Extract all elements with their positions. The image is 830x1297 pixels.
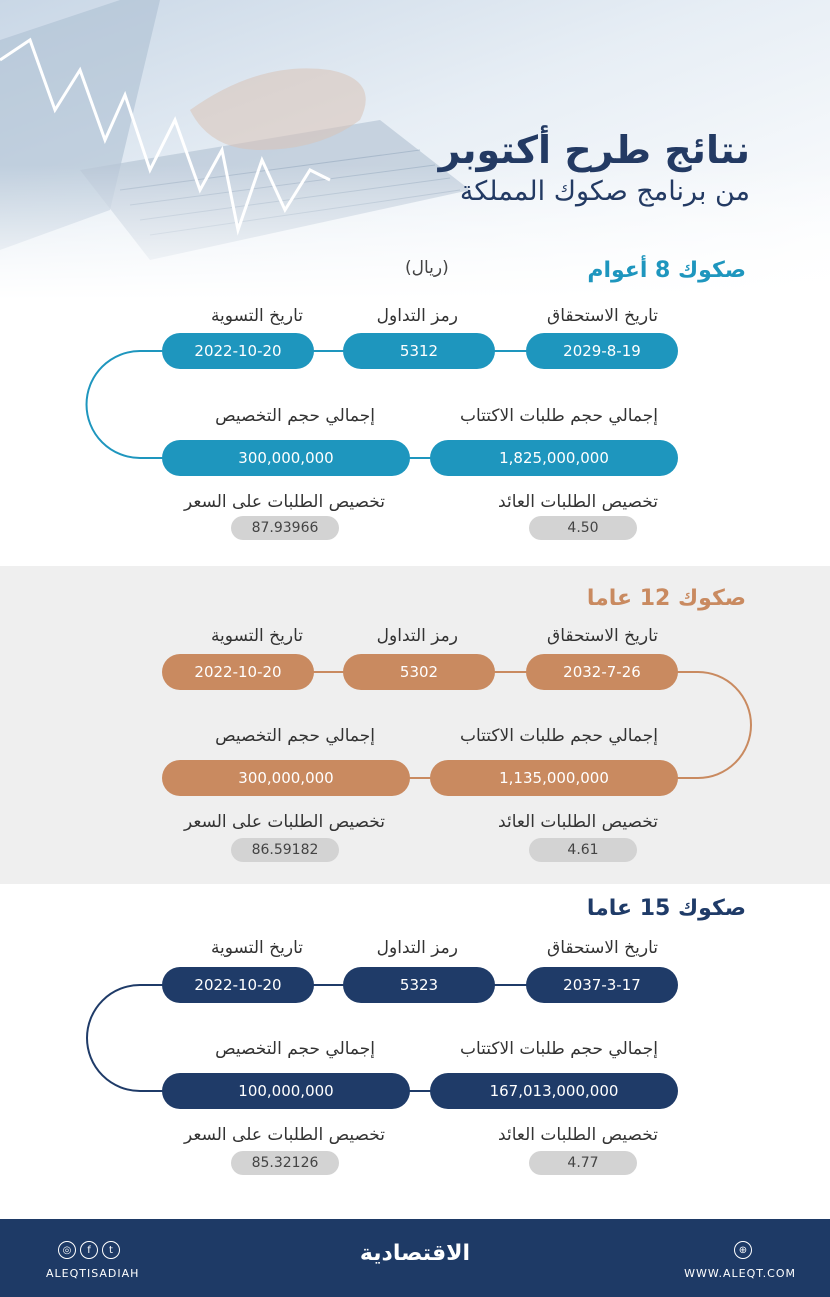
page-title: نتائج طرح أكتوبر xyxy=(438,128,750,172)
currency-unit: (ريال) xyxy=(405,258,449,278)
price-allocation-label: تخصيص الطلبات على السعر xyxy=(184,1125,385,1145)
social-handle[interactable]: ALEQTISADIAH xyxy=(46,1267,140,1280)
maturity-label: تاريخ الاستحقاق xyxy=(547,306,658,326)
yield-pill: 4.61 xyxy=(529,838,637,862)
price-pill: 87.93966 xyxy=(231,516,339,540)
settlement-pill: 2022-10-20 xyxy=(162,333,314,369)
settlement-label: تاريخ التسوية xyxy=(210,626,303,646)
total-allocation-label: إجمالي حجم التخصيص xyxy=(215,726,375,746)
maturity-pill: 2032-7-26 xyxy=(526,654,678,690)
globe-icon: ⊕ xyxy=(734,1241,752,1259)
footer xyxy=(0,1219,830,1297)
section-title: صكوك 8 أعوام xyxy=(587,258,746,283)
section-12-years xyxy=(0,566,830,884)
ticker-label: رمز التداول xyxy=(376,938,458,958)
total-bids-pill: 1,135,000,000 xyxy=(430,760,678,796)
settlement-pill: 2022-10-20 xyxy=(162,654,314,690)
price-allocation-label: تخصيص الطلبات على السعر xyxy=(184,492,385,512)
price-pill: 86.59182 xyxy=(231,838,339,862)
twitter-icon[interactable]: t xyxy=(102,1241,120,1259)
connector-line xyxy=(0,884,830,1204)
brand-logo: الاقتصادية xyxy=(359,1241,471,1266)
connector-line xyxy=(0,566,830,884)
total-bids-label: إجمالي حجم طلبات الاكتتاب xyxy=(459,726,658,746)
section-title: صكوك 12 عاما xyxy=(586,586,746,611)
yield-pill: 4.77 xyxy=(529,1151,637,1175)
total-allocation-label: إجمالي حجم التخصيص xyxy=(215,406,375,426)
total-bids-label: إجمالي حجم طلبات الاكتتاب xyxy=(459,1039,658,1059)
settlement-label: تاريخ التسوية xyxy=(210,306,303,326)
section-8-years xyxy=(0,250,830,566)
maturity-pill: 2037-3-17 xyxy=(526,967,678,1003)
section-15-years xyxy=(0,884,830,1204)
yield-allocation-label: تخصيص الطلبات العائد xyxy=(498,1125,658,1145)
page-subtitle: من برنامج صكوك المملكة xyxy=(459,176,750,207)
total-allocation-pill: 100,000,000 xyxy=(162,1073,410,1109)
ticker-pill: 5312 xyxy=(343,333,495,369)
connector-line xyxy=(0,250,830,566)
ticker-label: رمز التداول xyxy=(376,306,458,326)
ticker-label: رمز التداول xyxy=(376,626,458,646)
facebook-icon[interactable]: f xyxy=(80,1241,98,1259)
maturity-pill: 2029-8-19 xyxy=(526,333,678,369)
maturity-label: تاريخ الاستحقاق xyxy=(547,938,658,958)
price-allocation-label: تخصيص الطلبات على السعر xyxy=(184,812,385,832)
total-bids-label: إجمالي حجم طلبات الاكتتاب xyxy=(459,406,658,426)
social-icons xyxy=(58,1241,120,1259)
total-allocation-pill: 300,000,000 xyxy=(162,440,410,476)
ticker-pill: 5302 xyxy=(343,654,495,690)
maturity-label: تاريخ الاستحقاق xyxy=(547,626,658,646)
yield-allocation-label: تخصيص الطلبات العائد xyxy=(498,812,658,832)
yield-pill: 4.50 xyxy=(529,516,637,540)
settlement-label: تاريخ التسوية xyxy=(210,938,303,958)
price-pill: 85.32126 xyxy=(231,1151,339,1175)
instagram-icon[interactable]: ◎ xyxy=(58,1241,76,1259)
total-bids-pill: 167,013,000,000 xyxy=(430,1073,678,1109)
ticker-pill: 5323 xyxy=(343,967,495,1003)
website-link[interactable]: WWW.ALEQT.COM xyxy=(684,1267,796,1280)
section-title: صكوك 15 عاما xyxy=(586,896,746,921)
settlement-pill: 2022-10-20 xyxy=(162,967,314,1003)
total-bids-pill: 1,825,000,000 xyxy=(430,440,678,476)
yield-allocation-label: تخصيص الطلبات العائد xyxy=(498,492,658,512)
total-allocation-label: إجمالي حجم التخصيص xyxy=(215,1039,375,1059)
total-allocation-pill: 300,000,000 xyxy=(162,760,410,796)
